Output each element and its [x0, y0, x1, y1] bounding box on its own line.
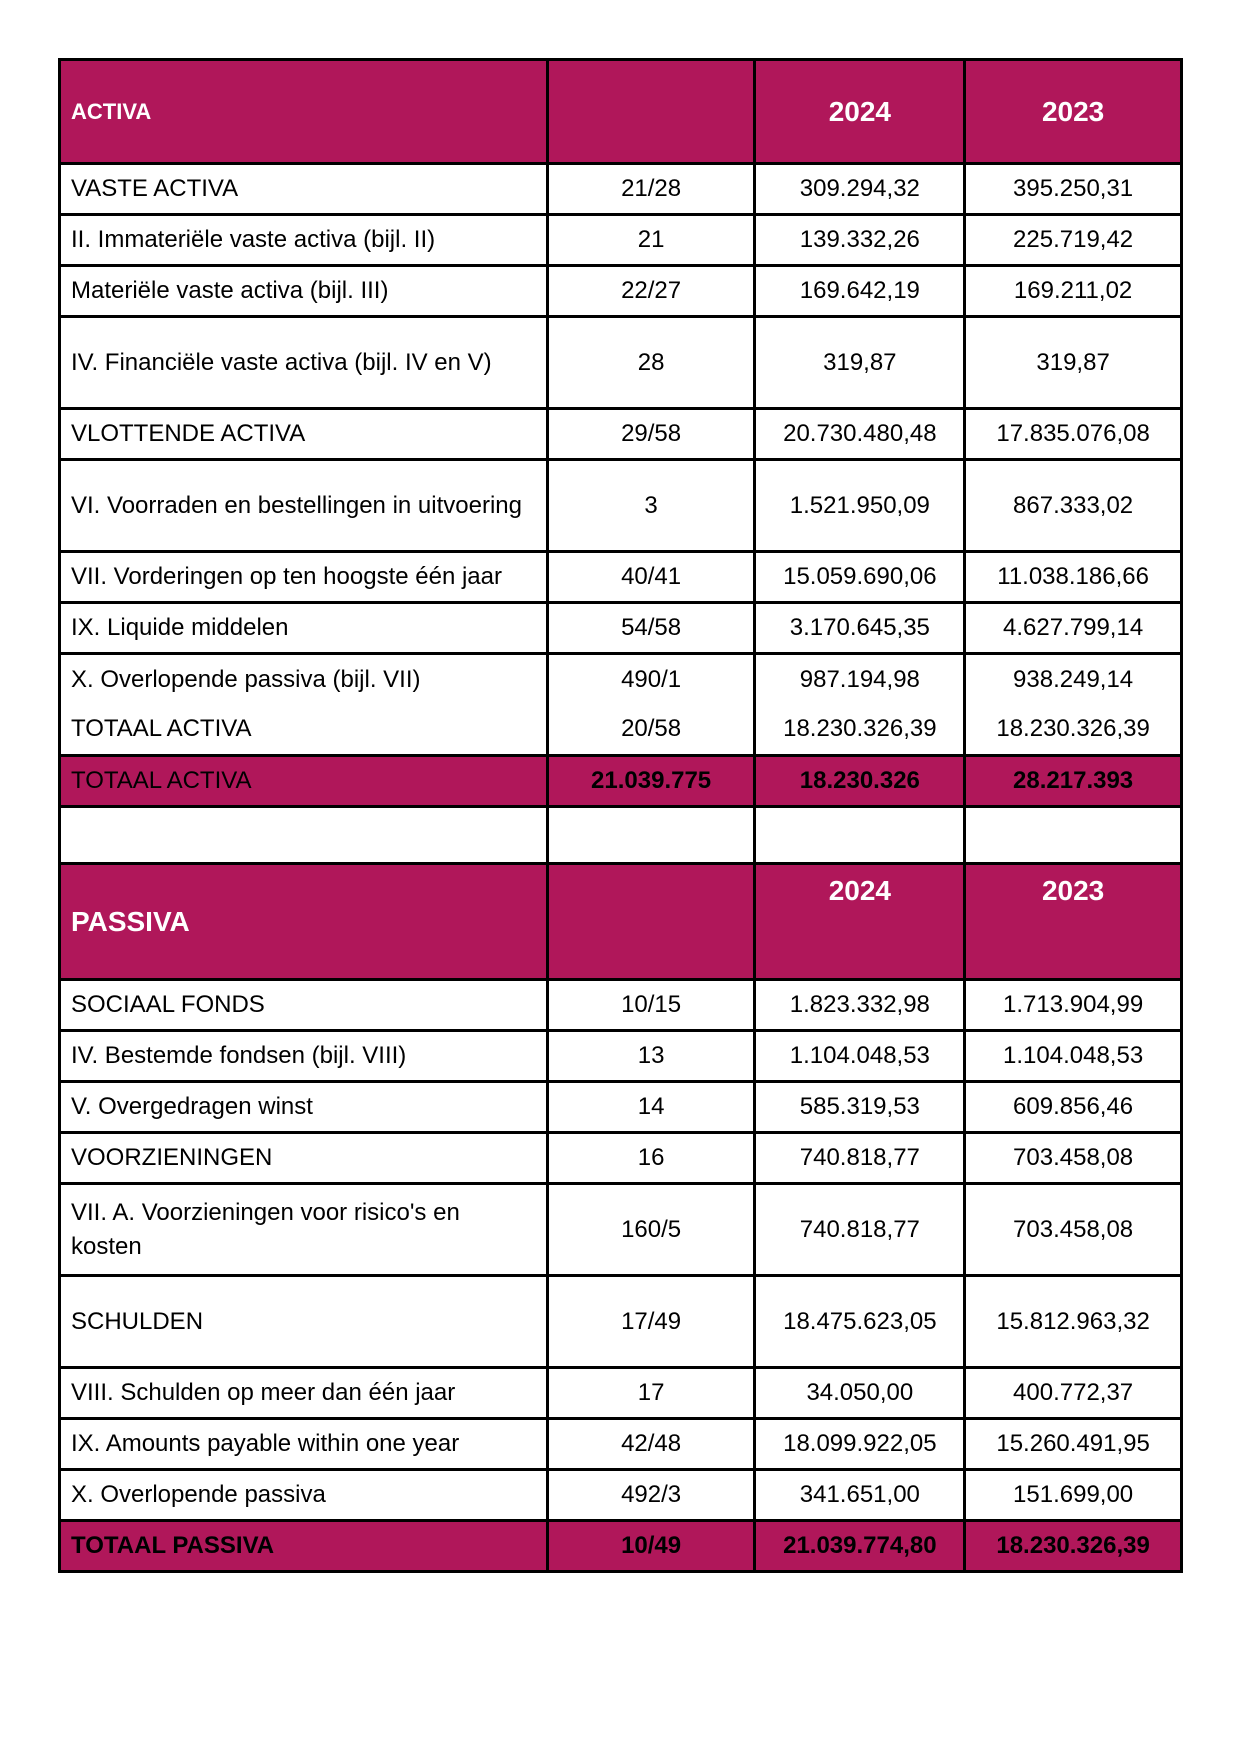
passiva-header-row [60, 864, 1182, 980]
row-value-2023: 609.856,46 [965, 1082, 1182, 1133]
row-label: X. Overlopende passiva (bijl. VII) [60, 654, 548, 705]
row-label: X. Overlopende passiva [60, 1470, 548, 1521]
table-row [60, 654, 1182, 705]
row-code: 13 [547, 1031, 755, 1082]
row-code: 160/5 [547, 1184, 755, 1276]
table-row [60, 317, 1182, 409]
activa-header-year-2024: 2024 [755, 60, 965, 164]
row-label: VLOTTENDE ACTIVA [60, 409, 548, 460]
passiva-total-code: 10/49 [547, 1521, 755, 1572]
row-code: 10/15 [547, 980, 755, 1031]
table-row [60, 164, 1182, 215]
row-value-2024: 309.294,32 [755, 164, 965, 215]
balance-sheet [58, 58, 1183, 1698]
row-value-2024: 1.521.950,09 [755, 460, 965, 552]
row-code: 14 [547, 1082, 755, 1133]
table-row [60, 1419, 1182, 1470]
activa-header-row [60, 60, 1182, 164]
row-value-2024: 3.170.645,35 [755, 603, 965, 654]
spacer-row [60, 807, 1182, 864]
passiva-total-row [60, 1521, 1182, 1572]
row-label: VASTE ACTIVA [60, 164, 548, 215]
row-label: II. Immateriële vaste activa (bijl. II) [60, 215, 548, 266]
row-label: V. Overgedragen winst [60, 1082, 548, 1133]
activa-total-label: TOTAAL ACTIVA [60, 756, 548, 807]
row-value-2024: 740.818,77 [755, 1133, 965, 1184]
row-label: VOORZIENINGEN [60, 1133, 548, 1184]
row-value-2023: 703.458,08 [965, 1133, 1182, 1184]
passiva-total-label: TOTAAL PASSIVA [60, 1521, 548, 1572]
row-value-2023: 11.038.186,66 [965, 552, 1182, 603]
row-value-2024: 1.104.048,53 [755, 1031, 965, 1082]
spacer-cell [547, 807, 755, 864]
row-label: SCHULDEN [60, 1276, 548, 1368]
row-code: 492/3 [547, 1470, 755, 1521]
row-label: IV. Bestemde fondsen (bijl. VIII) [60, 1031, 548, 1082]
row-value-2024: 34.050,00 [755, 1368, 965, 1419]
row-code: 17 [547, 1368, 755, 1419]
spacer-cell [965, 807, 1182, 864]
row-label: IX. Amounts payable within one year [60, 1419, 548, 1470]
table-row [60, 215, 1182, 266]
row-value-2024: 987.194,98 [755, 654, 965, 705]
row-label: VIII. Schulden op meer dan één jaar [60, 1368, 548, 1419]
row-value-2023: 938.249,14 [965, 654, 1182, 705]
row-value-2023: 395.250,31 [965, 164, 1182, 215]
row-value-2023: 17.835.076,08 [965, 409, 1182, 460]
row-code: 22/27 [547, 266, 755, 317]
row-label: VII. Vorderingen op ten hoogste één jaar [60, 552, 548, 603]
table-row [60, 552, 1182, 603]
row-value-2023: 703.458,08 [965, 1184, 1182, 1276]
passiva-header-year-2024: 2024 [755, 864, 965, 980]
passiva-total-2024: 21.039.774,80 [755, 1521, 965, 1572]
table-row [60, 409, 1182, 460]
row-code: 28 [547, 317, 755, 409]
activa-total-code: 21.039.775 [547, 756, 755, 807]
passiva-header-label: PASSIVA [60, 864, 548, 980]
spacer-cell [755, 807, 965, 864]
table-row [60, 1276, 1182, 1368]
row-value-2024: 20.730.480,48 [755, 409, 965, 460]
passiva-header-code [547, 864, 755, 980]
row-value-2023: 867.333,02 [965, 460, 1182, 552]
row-label: SOCIAAL FONDS [60, 980, 548, 1031]
row-value-2024: 18.475.623,05 [755, 1276, 965, 1368]
row-label: IX. Liquide middelen [60, 603, 548, 654]
row-value-2024: 319,87 [755, 317, 965, 409]
activa-total-2023: 28.217.393 [965, 756, 1182, 807]
table-row [60, 603, 1182, 654]
table-row [60, 1031, 1182, 1082]
row-label: VI. Voorraden en bestellingen in uitvoering [60, 460, 548, 552]
row-value-2023: 225.719,42 [965, 215, 1182, 266]
table-row [60, 705, 1182, 756]
activa-header-code [547, 60, 755, 164]
row-value-2024: 585.319,53 [755, 1082, 965, 1133]
activa-total-row [60, 756, 1182, 807]
table-row [60, 980, 1182, 1031]
row-value-2023: 4.627.799,14 [965, 603, 1182, 654]
row-value-2024: 740.818,77 [755, 1184, 965, 1276]
table-row [60, 460, 1182, 552]
row-code: 16 [547, 1133, 755, 1184]
table-row [60, 1184, 1182, 1276]
row-value-2023: 400.772,37 [965, 1368, 1182, 1419]
activa-total-2024: 18.230.326 [755, 756, 965, 807]
row-code: 21/28 [547, 164, 755, 215]
row-value-2024: 18.230.326,39 [755, 705, 965, 756]
activa-header-year-2023: 2023 [965, 60, 1182, 164]
row-code: 42/48 [547, 1419, 755, 1470]
row-value-2023: 18.230.326,39 [965, 705, 1182, 756]
row-value-2024: 18.099.922,05 [755, 1419, 965, 1470]
row-label: TOTAAL ACTIVA [60, 705, 548, 756]
table-row [60, 266, 1182, 317]
row-value-2023: 15.812.963,32 [965, 1276, 1182, 1368]
row-code: 21 [547, 215, 755, 266]
row-code: 20/58 [547, 705, 755, 756]
row-code: 29/58 [547, 409, 755, 460]
row-value-2023: 1.104.048,53 [965, 1031, 1182, 1082]
activa-header-label: ACTIVA [60, 60, 548, 164]
row-code: 40/41 [547, 552, 755, 603]
table-row [60, 1368, 1182, 1419]
row-code: 17/49 [547, 1276, 755, 1368]
row-value-2024: 1.823.332,98 [755, 980, 965, 1031]
row-code: 3 [547, 460, 755, 552]
row-label: VII. A. Voorzieningen voor risico's en kosten [60, 1184, 548, 1276]
passiva-total-2023: 18.230.326,39 [965, 1521, 1182, 1572]
row-value-2024: 341.651,00 [755, 1470, 965, 1521]
table-row [60, 1470, 1182, 1521]
row-code: 54/58 [547, 603, 755, 654]
row-value-2023: 151.699,00 [965, 1470, 1182, 1521]
row-value-2024: 139.332,26 [755, 215, 965, 266]
row-label: IV. Financiële vaste activa (bijl. IV en V) [60, 317, 548, 409]
row-value-2023: 169.211,02 [965, 266, 1182, 317]
passiva-header-year-2023: 2023 [965, 864, 1182, 980]
row-value-2023: 319,87 [965, 317, 1182, 409]
table-row [60, 1133, 1182, 1184]
row-value-2024: 169.642,19 [755, 266, 965, 317]
row-label: Materiële vaste activa (bijl. III) [60, 266, 548, 317]
row-value-2023: 15.260.491,95 [965, 1419, 1182, 1470]
row-value-2024: 15.059.690,06 [755, 552, 965, 603]
spacer-cell [60, 807, 548, 864]
balance-table [58, 58, 1183, 1573]
row-value-2023: 1.713.904,99 [965, 980, 1182, 1031]
table-row [60, 1082, 1182, 1133]
row-code: 490/1 [547, 654, 755, 705]
